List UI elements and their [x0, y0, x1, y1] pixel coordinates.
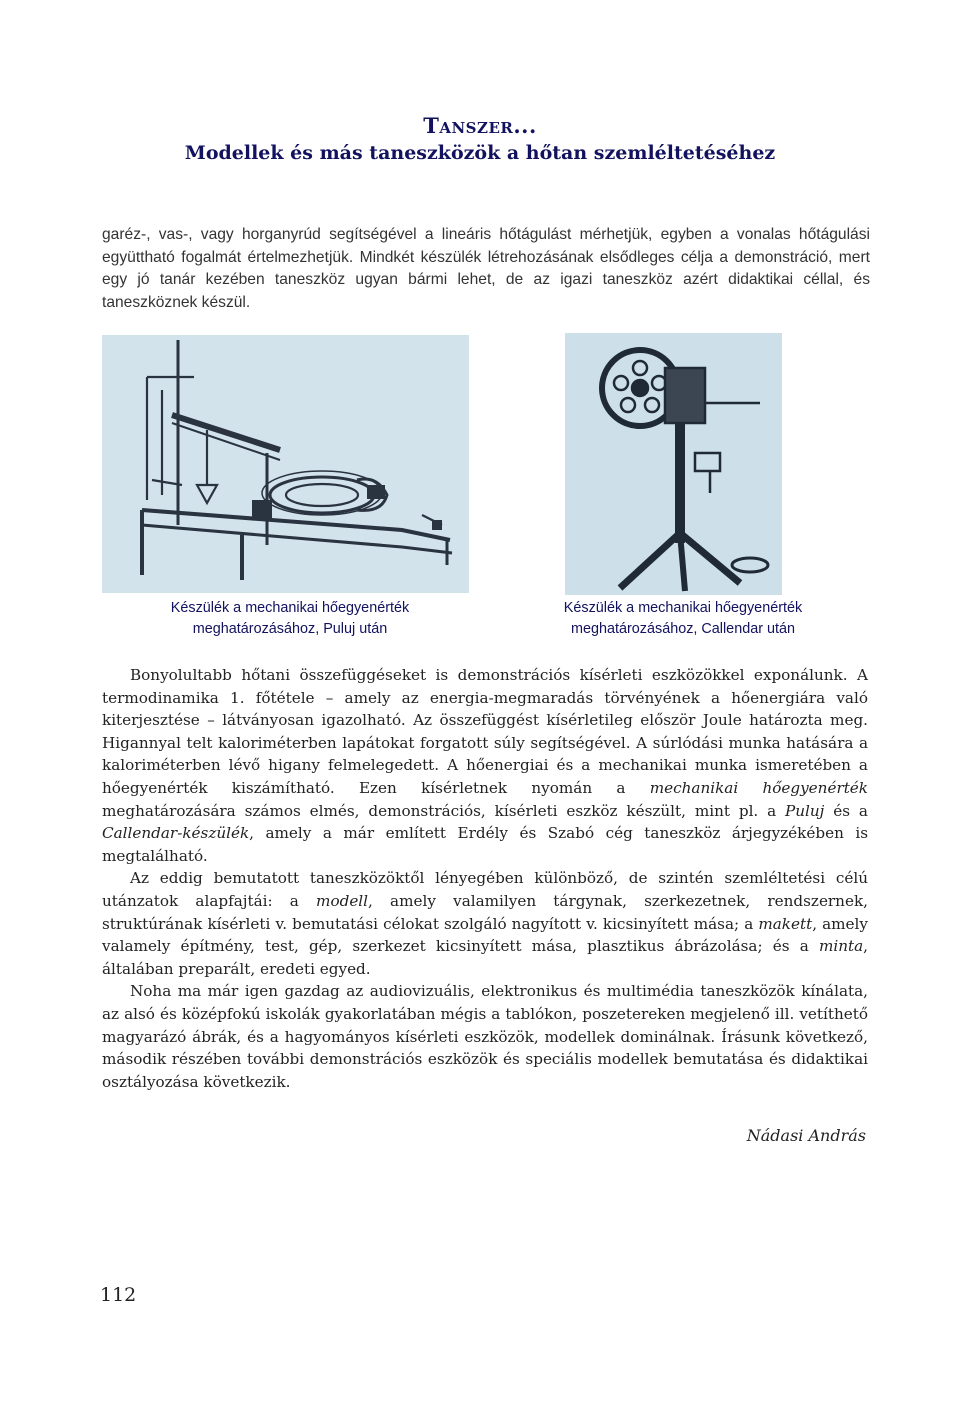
text-run: , amely valamely építmény, test, gép, szerkezet kicsinyített mása, plasztikus ábrázolása; és a: [102, 914, 868, 956]
paragraph-thermodynamics: [102, 664, 868, 867]
figure-caption-callendar: [500, 598, 866, 640]
emphasis: Puluj: [785, 801, 825, 820]
caption-line: meghatározásához, Puluj után: [192, 621, 388, 637]
text-run: és a: [824, 801, 868, 820]
text-run: Bonyolultabb hőtani összefüggéseket is demonstrációs kísérleti eszközökkel exponálunk. A termodinamika 1. főtétele – amely az energia-megmaradás törvényének a hőenergiára való kiterjesztése – látványosan igazolható. Az összefüggést kísérletileg először Joule határozta meg. Higannyal telt kaloriméterben lapátokat forgatott súly segítségével. A súrlódási munka hatására a kaloriméterben lévő higany felmelegedett. A hőenergiai és a mechanikai munka ismeretében a hőegyenérték kiszámítható. Ezen kísérletnek nyomán a: [102, 666, 868, 797]
text-run: , amely valamilyen tárgynak, szerkezetnek, rendszernek, struktúrának kísérleti v. bemutatási célokat szolgáló nagyított v. kicsinyített mása; a: [102, 891, 868, 933]
callendar-apparatus-illustration: [565, 333, 782, 595]
page-number: 112: [100, 1284, 137, 1306]
caption-line: Készülék a mechanikai hőegyenérték: [563, 600, 803, 616]
caption-line: Készülék a mechanikai hőegyenérték: [170, 600, 410, 616]
puluj-apparatus-figure: [102, 335, 469, 593]
paragraph-models: [102, 867, 868, 980]
section-title: [0, 113, 960, 138]
paragraph-conclusion: Noha ma már igen gazdag az audiovizuális, elektronikus és multimédia taneszközök kínálata, az alsó és középfokú iskolák gyakorlatában mégis a tablókon, poszetereken megjelenő ill. vetíthető magyarázó ábrák, és a hagyományos kísérleti eszközök, modellek dominálnak. Írásunk következő, második részében további demonstrációs eszközök és speciális modellek bemutatása és didaktikai osztályozása következik.: [102, 982, 868, 1091]
text-run: meghatározására számos elmés, demonstrációs, kísérleti eszköz készült, mint pl. a: [102, 801, 786, 820]
text-run: , általában preparált, eredeti egyed.: [102, 937, 868, 978]
emphasis: minta: [818, 937, 864, 956]
figure-caption-puluj: [110, 598, 470, 640]
section-subtitle: Modellek és más taneszközök a hőtan szemléltetéséhez: [184, 142, 776, 164]
body-text: [102, 664, 868, 1093]
emphasis: Callendar-készülék: [102, 824, 250, 843]
author-signature: Nádasi András: [746, 1126, 866, 1145]
caption-line: meghatározásához, Callendar után: [571, 621, 795, 637]
emphasis: makett: [758, 914, 813, 933]
text-run: , amely a már említett Erdély és Szabó cég taneszköz árjegyzékében is megtalálható.: [102, 824, 868, 865]
emphasis: modell: [316, 891, 369, 910]
intro-paragraph: garéz-, vas-, vagy horganyrúd segítségével a lineáris hőtágulást mérhetjük, egyben a vonalas hőtágulási együttható fogalmát értelmezhetjük. Mindkét készülék létrehozásának elsődleges célja a demonstráció, mert egy jó tanár kezében taneszköz ugyan bármi lehet, de az igazi taneszköz azért didaktikai céllal, és taneszköznek készül.: [102, 226, 870, 311]
emphasis: mechanikai hőegyenérték: [649, 778, 868, 797]
title-initial: T: [423, 113, 440, 138]
text-run: Az eddig bemutatott taneszközöktől lényegében különböző, de szintén szemléltetési célú utánzatok alapfajtái: a: [102, 869, 868, 910]
puluj-apparatus-illustration: [102, 335, 469, 593]
callendar-apparatus-figure: [565, 333, 782, 595]
title-dots: ...: [513, 113, 537, 138]
title-rest: ANSZER: [439, 119, 514, 137]
